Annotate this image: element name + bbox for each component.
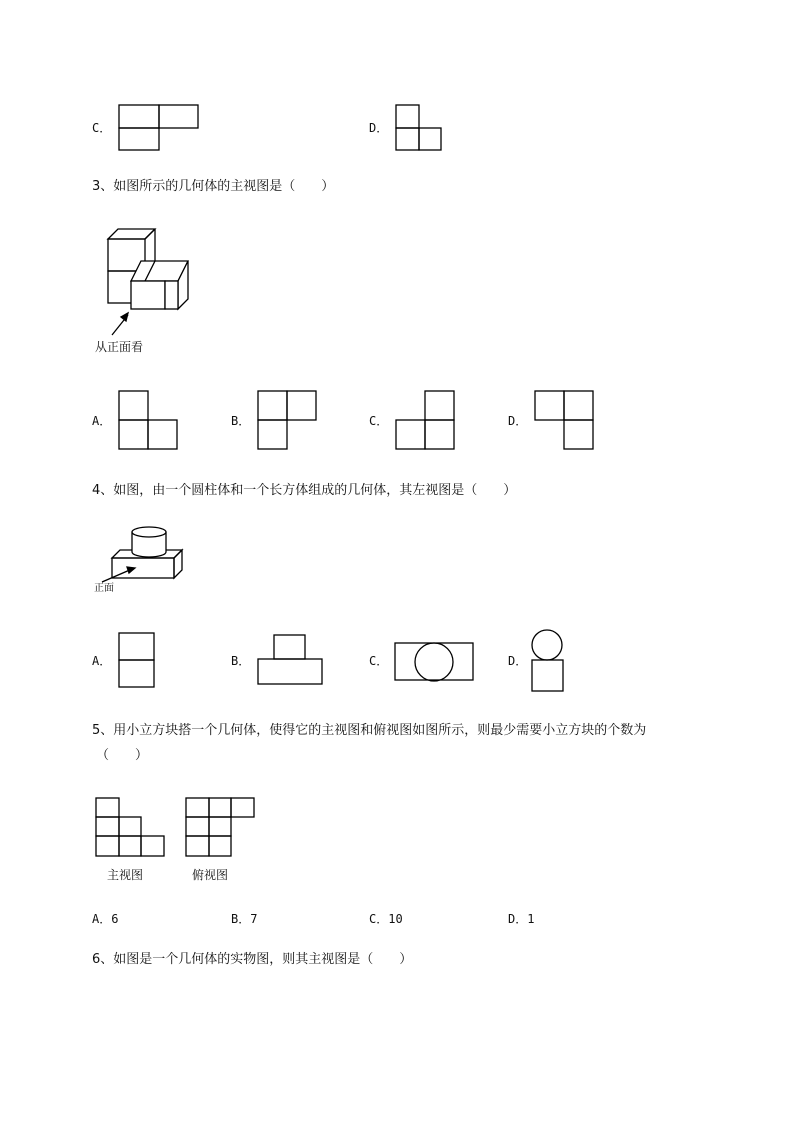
q3-option-a-figure[interactable] [118,390,180,452]
q4-option-d-label[interactable]: D． [508,654,528,668]
q5-option-a[interactable]: A．6 [92,912,119,926]
q3-question-text: 3、如图所示的几何体的主视图是（ ） [92,179,335,194]
q6-question-text: 6、如图是一个几何体的实物图，则其主视图是（ ） [92,952,413,967]
q4-option-c-figure[interactable] [394,642,476,684]
q5-question-text: 5、用小立方块搭一个几何体，使得它的主视图和俯视图如图所示，则最少需要小立方块的个数为 [92,723,647,738]
q5-top-view-label: 俯视图 [192,868,229,882]
q3-option-c-figure[interactable] [395,390,457,452]
q3-option-d-label[interactable]: D． [508,414,528,428]
q3-option-a-label[interactable]: A． [92,414,112,428]
q5-option-b[interactable]: B．7 [231,912,258,926]
q3-option-c-label[interactable]: C． [369,414,389,428]
q4-option-a-label[interactable]: A． [92,654,112,668]
q2-option-c-figure[interactable] [118,104,200,152]
q3-option-b-label[interactable]: B． [231,414,251,428]
q5-answer-blank: （ ） [96,748,149,763]
q4-option-b-figure[interactable] [257,634,325,687]
q4-option-c-label[interactable]: C． [369,654,389,668]
q5-top-view-figure [185,797,257,859]
q5-option-c[interactable]: C．10 [369,912,403,926]
q5-front-view-figure [95,797,167,859]
q2-option-c-label[interactable]: C． [92,121,112,135]
q3-option-b-figure[interactable] [257,390,319,452]
q2-option-d-figure[interactable] [395,104,443,152]
q5-option-d[interactable]: D．1 [508,912,535,926]
q4-option-a-figure[interactable] [118,632,156,690]
q2-option-d-label[interactable]: D． [369,121,389,135]
q4-option-b-label[interactable]: B． [231,654,251,668]
q5-front-view-label: 主视图 [107,868,144,882]
q4-front-caption: 正面 [94,583,114,594]
q3-solid-figure [94,225,194,343]
q4-question-text: 4、如图，由一个圆柱体和一个长方体组成的几何体，其左视图是（ ） [92,483,517,498]
q3-option-d-figure[interactable] [534,390,596,452]
q3-view-direction-caption: 从正面看 [95,340,144,354]
q4-option-d-figure[interactable] [530,629,566,693]
